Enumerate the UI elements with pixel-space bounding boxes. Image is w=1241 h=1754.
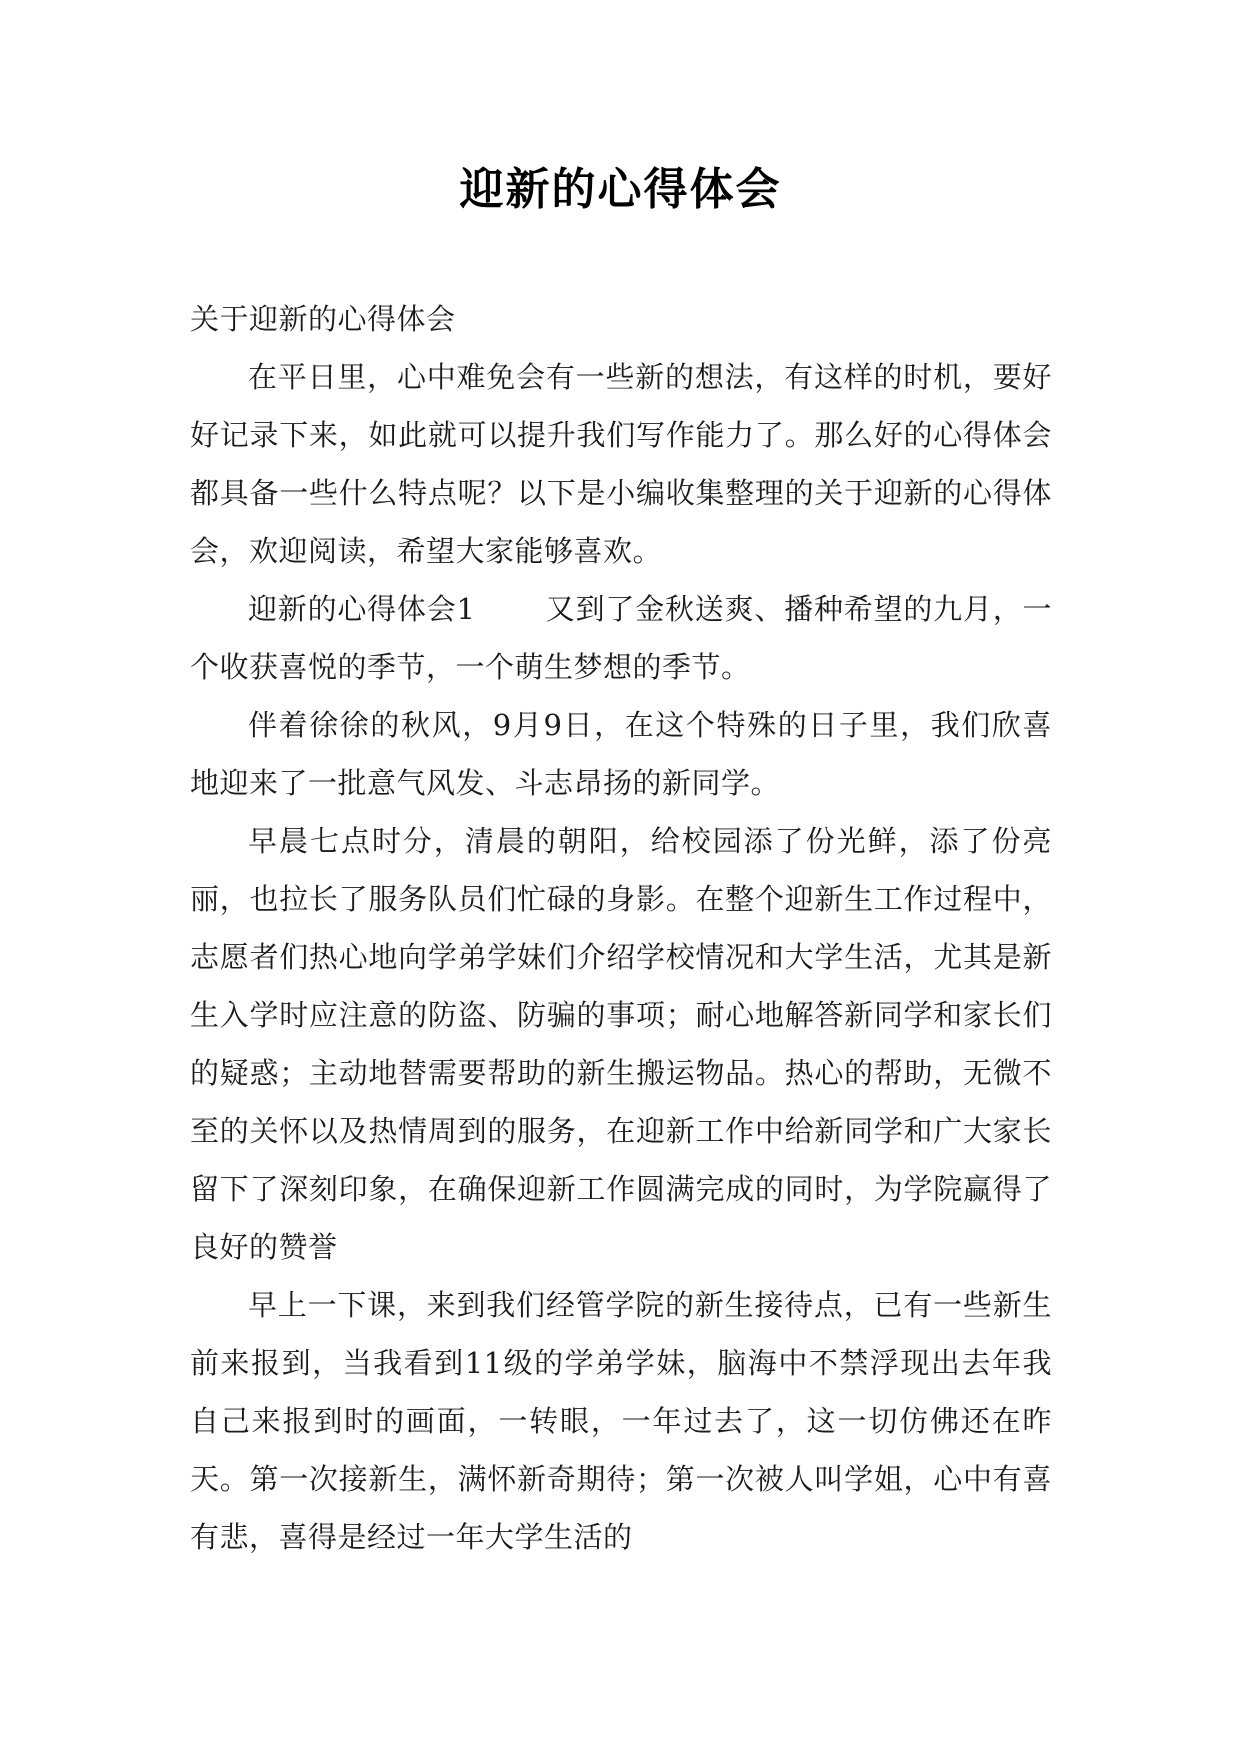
section-first-text: 又到了金秋送爽、播种希望的九月，一个收获喜悦的季节，一个萌生梦想的季节。 <box>190 592 1052 684</box>
section-heading: 迎新的心得体会1 <box>248 592 476 626</box>
intro-paragraph: 在平日里，心中难免会有一些新的想法，有这样的时机，要好好记录下来，如此就可以提升我们写作能力了。那么好的心得体会都具备一些什么特点呢？以下是小编收集整理的关于迎新的心得体会，欢迎阅读，希望大家能够喜欢。 <box>190 360 1052 568</box>
body-paragraph: 伴着徐徐的秋风，9月9日，在这个特殊的日子里，我们欣喜地迎来了一批意气风发、斗志昂扬的新同学。 <box>190 708 1052 800</box>
document-subtitle: 关于迎新的心得体会 <box>190 302 456 336</box>
body-paragraph: 早上一下课，来到我们经管学院的新生接待点，已有一些新生前来报到，当我看到11级的学弟学妹，脑海中不禁浮现出去年我自己来报到时的画面，一转眼，一年过去了，这一切仿佛还在昨天。第一次接新生，满怀新奇期待；第一次被人叫学姐，心中有喜有悲，喜得是经过一年大学生活的 <box>190 1288 1052 1554</box>
document-body <box>190 290 1052 1566</box>
body-paragraph: 早晨七点时分，清晨的朝阳，给校园添了份光鲜，添了份亮丽，也拉长了服务队员们忙碌的身影。在整个迎新生工作过程中，志愿者们热心地向学弟学妹们介绍学校情况和大学生活，尤其是新生入学时应注意的防盗、防骗的事项；耐心地解答新同学和家长们的疑惑；主动地替需要帮助的新生搬运物品。热心的帮助，无微不至的关怀以及热情周到的服务，在迎新工作中给新同学和广大家长留下了深刻印象，在确保迎新工作圆满完成的同时，为学院赢得了良好的赞誉 <box>190 824 1052 1264</box>
document-title: 迎新的心得体会 <box>459 164 782 215</box>
section-paragraph <box>190 580 1052 696</box>
